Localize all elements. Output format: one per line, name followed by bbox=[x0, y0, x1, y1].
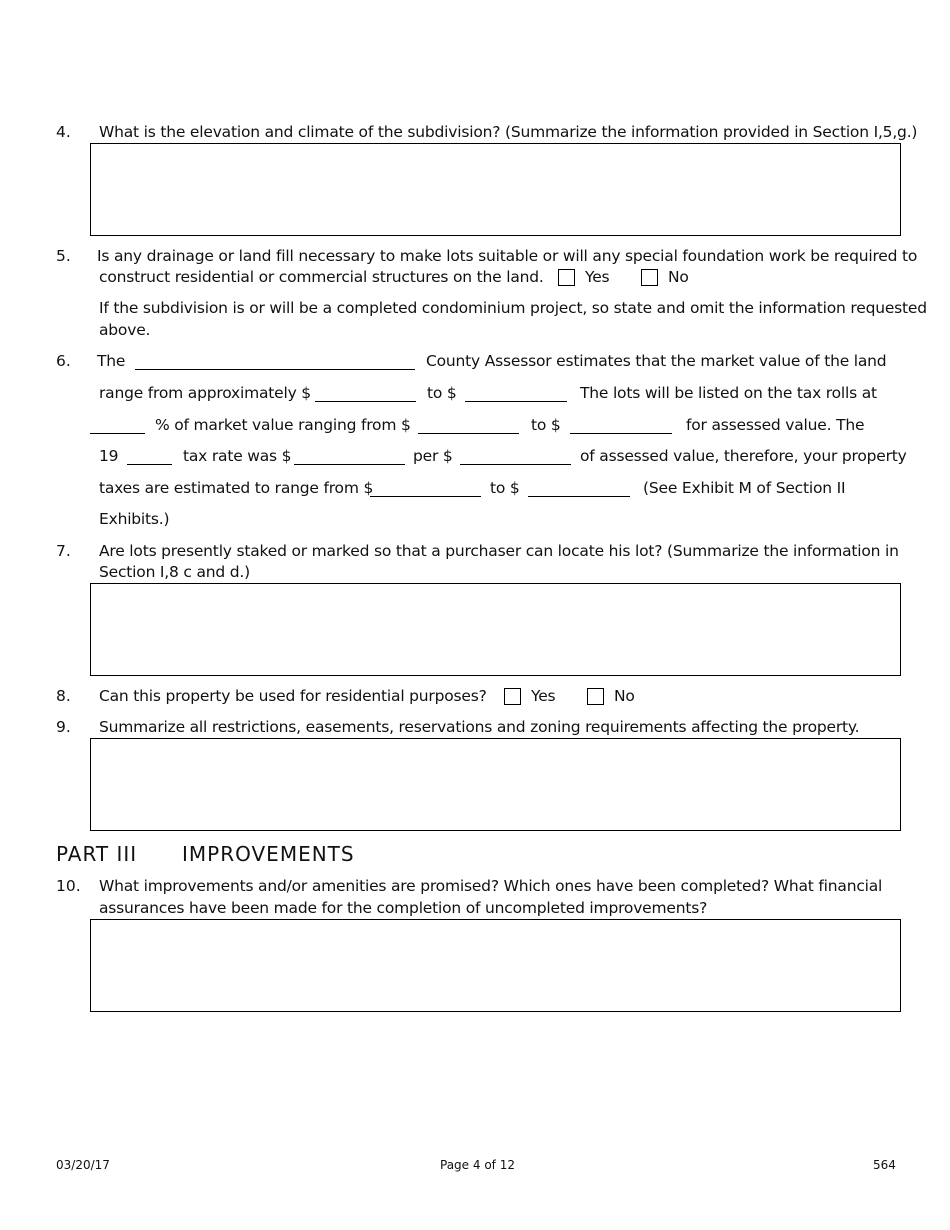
q6-text: to $ bbox=[531, 416, 561, 434]
part-title: IMPROVEMENTS bbox=[182, 842, 355, 866]
q4-answer-box[interactable] bbox=[90, 143, 901, 236]
q6-text: per $ bbox=[413, 447, 453, 465]
q6-text: 19 bbox=[99, 447, 119, 465]
q5-yes-checkbox[interactable] bbox=[558, 269, 575, 286]
market-value-high-field[interactable] bbox=[465, 401, 567, 402]
q4-number: 4. bbox=[56, 123, 71, 141]
q5-no-checkbox[interactable] bbox=[641, 269, 658, 286]
q8-no-label: No bbox=[614, 687, 635, 705]
q10-answer-box[interactable] bbox=[90, 919, 901, 1012]
q7-line1: Are lots presently staked or marked so that a purchaser can locate his lot? (Summarize the information in bbox=[99, 542, 899, 560]
q6-text: to $ bbox=[427, 384, 457, 402]
q6-text: (See Exhibit M of Section II bbox=[643, 479, 846, 497]
year-field[interactable] bbox=[127, 464, 172, 465]
q6-text: for assessed value. The bbox=[686, 416, 865, 434]
q5-no-label: No bbox=[668, 268, 689, 286]
part-label: PART III bbox=[56, 842, 138, 866]
county-name-field[interactable] bbox=[135, 369, 415, 370]
per-amount-field[interactable] bbox=[460, 464, 571, 465]
q6-text: The bbox=[97, 352, 126, 370]
percent-market-value-field[interactable] bbox=[90, 433, 145, 434]
q10-number: 10. bbox=[56, 877, 81, 895]
q6-text: County Assessor estimates that the market value of the land bbox=[426, 352, 887, 370]
q8-number: 8. bbox=[56, 687, 71, 705]
q6-number: 6. bbox=[56, 352, 71, 370]
q8-yes-checkbox[interactable] bbox=[504, 688, 521, 705]
tax-estimate-low-field[interactable] bbox=[370, 496, 481, 497]
q9-text: Summarize all restrictions, easements, reservations and zoning requirements affecting the property. bbox=[99, 718, 860, 736]
assessed-value-high-field[interactable] bbox=[570, 433, 672, 434]
q6-text: range from approximately $ bbox=[99, 384, 311, 402]
q8-no-checkbox[interactable] bbox=[587, 688, 604, 705]
q7-answer-box[interactable] bbox=[90, 583, 901, 676]
footer-form-number: 564 bbox=[873, 1158, 896, 1172]
q5-yes-label: Yes bbox=[585, 268, 610, 286]
q6-text: Exhibits.) bbox=[99, 510, 170, 528]
footer-page-number: Page 4 of 12 bbox=[440, 1158, 515, 1172]
q9-number: 9. bbox=[56, 718, 71, 736]
q6-text: taxes are estimated to range from $ bbox=[99, 479, 374, 497]
tax-rate-field[interactable] bbox=[294, 464, 405, 465]
q7-line2: Section I,8 c and d.) bbox=[99, 563, 250, 581]
footer-date: 03/20/17 bbox=[56, 1158, 110, 1172]
q5-number: 5. bbox=[56, 247, 71, 265]
tax-estimate-high-field[interactable] bbox=[528, 496, 630, 497]
q8-yes-label: Yes bbox=[531, 687, 556, 705]
q10-line2: assurances have been made for the completion of uncompleted improvements? bbox=[99, 899, 708, 917]
q5-note-line2: above. bbox=[99, 321, 151, 339]
q8-text: Can this property be used for residential purposes? bbox=[99, 687, 487, 705]
q10-line1: What improvements and/or amenities are promised? Which ones have been completed? What financial bbox=[99, 877, 883, 895]
market-value-low-field[interactable] bbox=[315, 401, 416, 402]
q9-answer-box[interactable] bbox=[90, 738, 901, 831]
assessed-value-low-field[interactable] bbox=[418, 433, 519, 434]
q6-text: tax rate was $ bbox=[183, 447, 292, 465]
q6-text: % of market value ranging from $ bbox=[155, 416, 411, 434]
q6-text: of assessed value, therefore, your property bbox=[580, 447, 907, 465]
q5-line2: construct residential or commercial structures on the land. bbox=[99, 268, 544, 286]
q5-note-line1: If the subdivision is or will be a completed condominium project, so state and omit the information requested bbox=[99, 299, 927, 317]
q6-text: to $ bbox=[490, 479, 520, 497]
q6-text: The lots will be listed on the tax rolls at bbox=[580, 384, 877, 402]
q5-line1: Is any drainage or land fill necessary to make lots suitable or will any special foundation work be required to bbox=[97, 247, 918, 265]
q4-text: What is the elevation and climate of the subdivision? (Summarize the information provided in Section I,5,g.) bbox=[99, 123, 918, 141]
q7-number: 7. bbox=[56, 542, 71, 560]
